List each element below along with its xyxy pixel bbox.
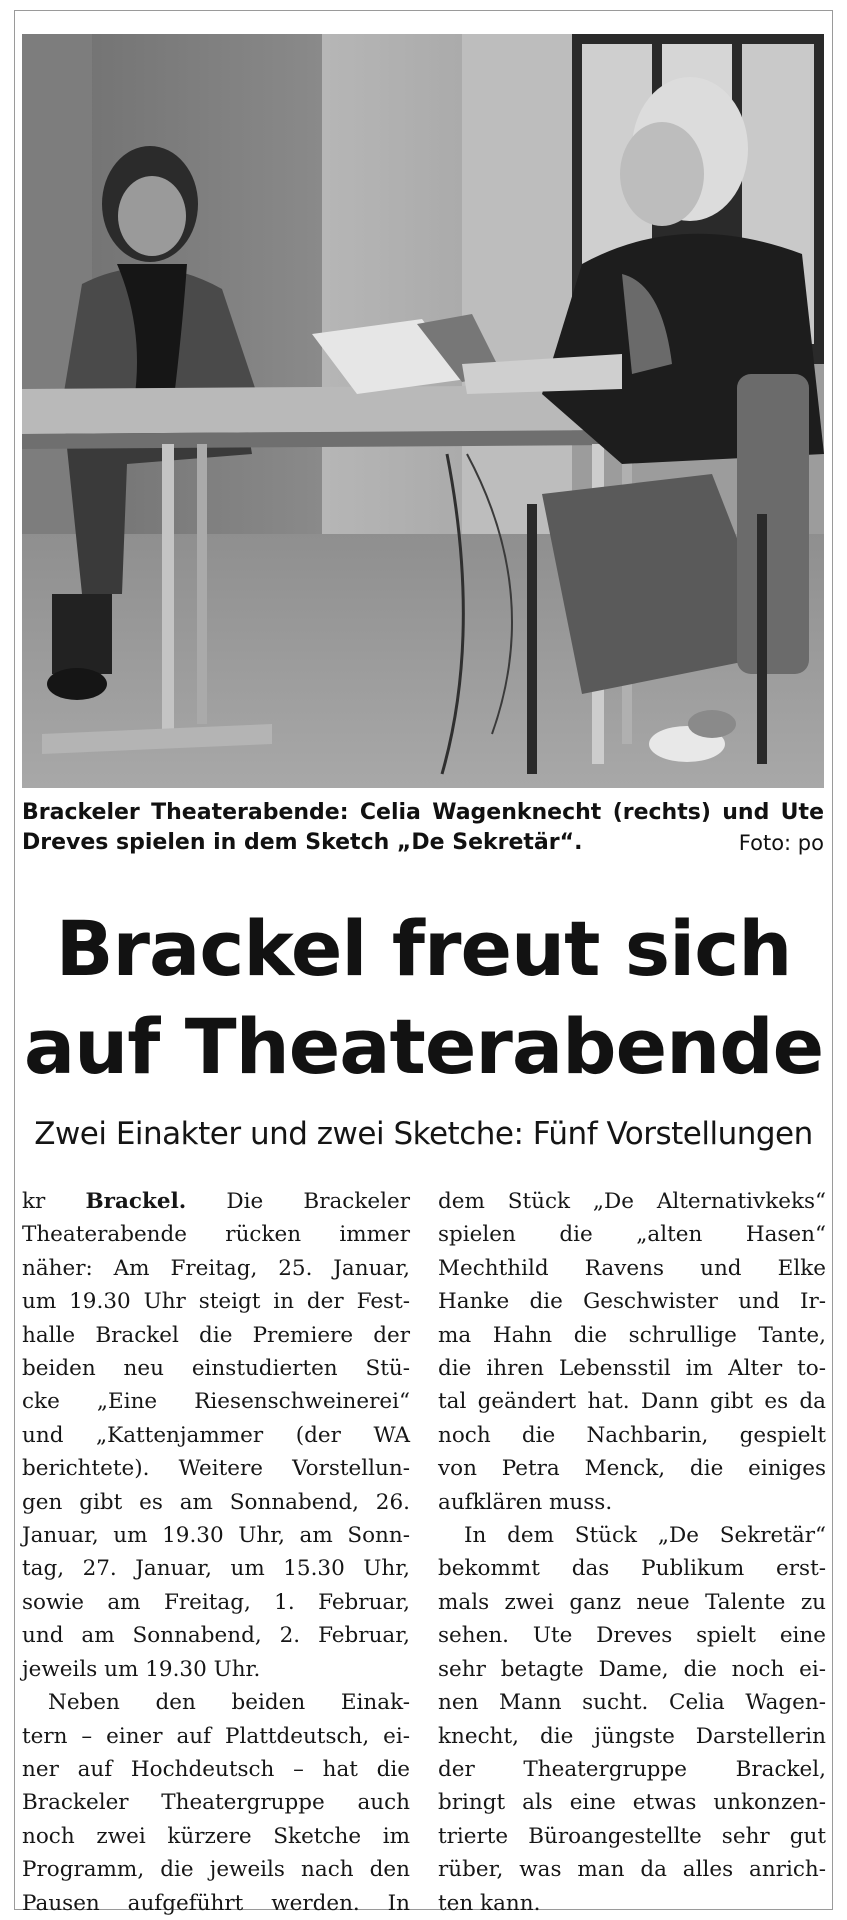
body-line: Mechthild Ravens und Elke bbox=[438, 1255, 826, 1281]
body-line: spielen die „alten Hasen“ bbox=[438, 1222, 826, 1248]
body-line: näher: Am Freitag, 25. Januar, bbox=[22, 1255, 410, 1281]
article-photo bbox=[22, 34, 824, 788]
caption-line-2: Dreves spielen in dem Sketch „De Sekretär“. bbox=[22, 830, 583, 855]
body-line: In dem Stück „De Sekretär“ bbox=[464, 1523, 826, 1549]
author-abbreviation: kr bbox=[22, 1189, 46, 1214]
body-line: noch die Nachbarin, gespielt bbox=[438, 1422, 826, 1448]
body-line: nen Mann sucht. Celia Wagen- bbox=[438, 1690, 826, 1716]
body-line: von Petra Menck, die einiges bbox=[438, 1456, 826, 1482]
body-line: und „Kattenjammer (der WA bbox=[22, 1422, 410, 1448]
photo-caption bbox=[22, 798, 824, 858]
body-line: sowie am Freitag, 1. Februar, bbox=[22, 1589, 410, 1615]
body-line: noch zwei kürzere Sketche im bbox=[22, 1823, 410, 1849]
body-line: cke „Eine Riesenschweinerei“ bbox=[22, 1389, 410, 1415]
body-line: knecht, die jüngste Darstellerin bbox=[438, 1723, 826, 1749]
body-line: ten kann. bbox=[438, 1890, 541, 1916]
body-line: dem Stück „De Alternativkeks“ bbox=[438, 1189, 826, 1214]
body-line: Januar, um 19.30 Uhr, am Sonn- bbox=[22, 1523, 410, 1549]
body-line: aufklären muss. bbox=[438, 1489, 613, 1515]
body-column-right bbox=[438, 1185, 826, 1920]
headline-line-2: auf Theaterabende bbox=[23, 1002, 824, 1091]
body-line: Theaterabende rücken immer bbox=[22, 1222, 410, 1248]
body-line: bekommt das Publikum erst- bbox=[438, 1556, 826, 1582]
body-line: Hanke die Geschwister und Ir- bbox=[438, 1289, 826, 1315]
body-line: bringt als eine etwas unkonzen- bbox=[438, 1790, 826, 1816]
body-line: und am Sonnabend, 2. Februar, bbox=[22, 1623, 410, 1649]
body-line: tern – einer auf Plattdeutsch, ei- bbox=[22, 1723, 410, 1749]
body-line: tag, 27. Januar, um 15.30 Uhr, bbox=[22, 1556, 410, 1582]
body-line: sehr betagte Dame, die noch ei- bbox=[438, 1656, 826, 1682]
body-line: mals zwei ganz neue Talente zu bbox=[438, 1589, 826, 1615]
body-line: Programm, die jeweils nach den bbox=[22, 1857, 410, 1883]
body-line: um 19.30 Uhr steigt in der Fest- bbox=[22, 1289, 410, 1315]
body-line: sehen. Ute Dreves spielt eine bbox=[438, 1623, 826, 1649]
body-line: Neben den beiden Einak- bbox=[48, 1690, 410, 1716]
photo-illustration bbox=[22, 34, 824, 788]
body-line bbox=[22, 1185, 410, 1218]
body-line: ma Hahn die schrullige Tante, bbox=[438, 1322, 826, 1348]
body-line: die ihren Lebensstil im Alter to- bbox=[438, 1356, 826, 1382]
headline-line-1: Brackel freut sich bbox=[55, 904, 792, 993]
article-headline bbox=[0, 900, 847, 1096]
body-line: berichtete). Weitere Vorstellun- bbox=[22, 1456, 410, 1482]
body-line: Pausen aufgeführt werden. In bbox=[22, 1890, 410, 1916]
photo-credit: Foto: po bbox=[738, 831, 824, 855]
body-line: ner auf Hochdeutsch – hat die bbox=[22, 1756, 410, 1782]
article-subheadline: Zwei Einakter und zwei Sketche: Fünf Vorstellungen bbox=[34, 1116, 813, 1152]
body-line: rüber, was man da alles anrich- bbox=[438, 1857, 826, 1883]
body-line: Brackeler Theatergruppe auch bbox=[22, 1790, 410, 1816]
body-line: halle Brackel die Premiere der bbox=[22, 1322, 410, 1348]
body-column-left bbox=[22, 1185, 410, 1920]
body-line: beiden neu einstudierten Stü- bbox=[22, 1356, 410, 1382]
body-line-text: Die Brackeler bbox=[226, 1189, 410, 1214]
dateline-place: Brackel. bbox=[85, 1189, 187, 1214]
body-line: der Theatergruppe Brackel, bbox=[438, 1756, 826, 1782]
caption-line-1: Brackeler Theaterabende: Celia Wagenknecht (rechts) und Ute bbox=[22, 800, 824, 825]
body-line: gen gibt es am Sonnabend, 26. bbox=[22, 1489, 410, 1515]
body-line: trierte Büroangestellte sehr gut bbox=[438, 1823, 826, 1849]
body-line: jeweils um 19.30 Uhr. bbox=[22, 1656, 261, 1682]
body-line: tal geändert hat. Dann gibt es da bbox=[438, 1389, 826, 1415]
